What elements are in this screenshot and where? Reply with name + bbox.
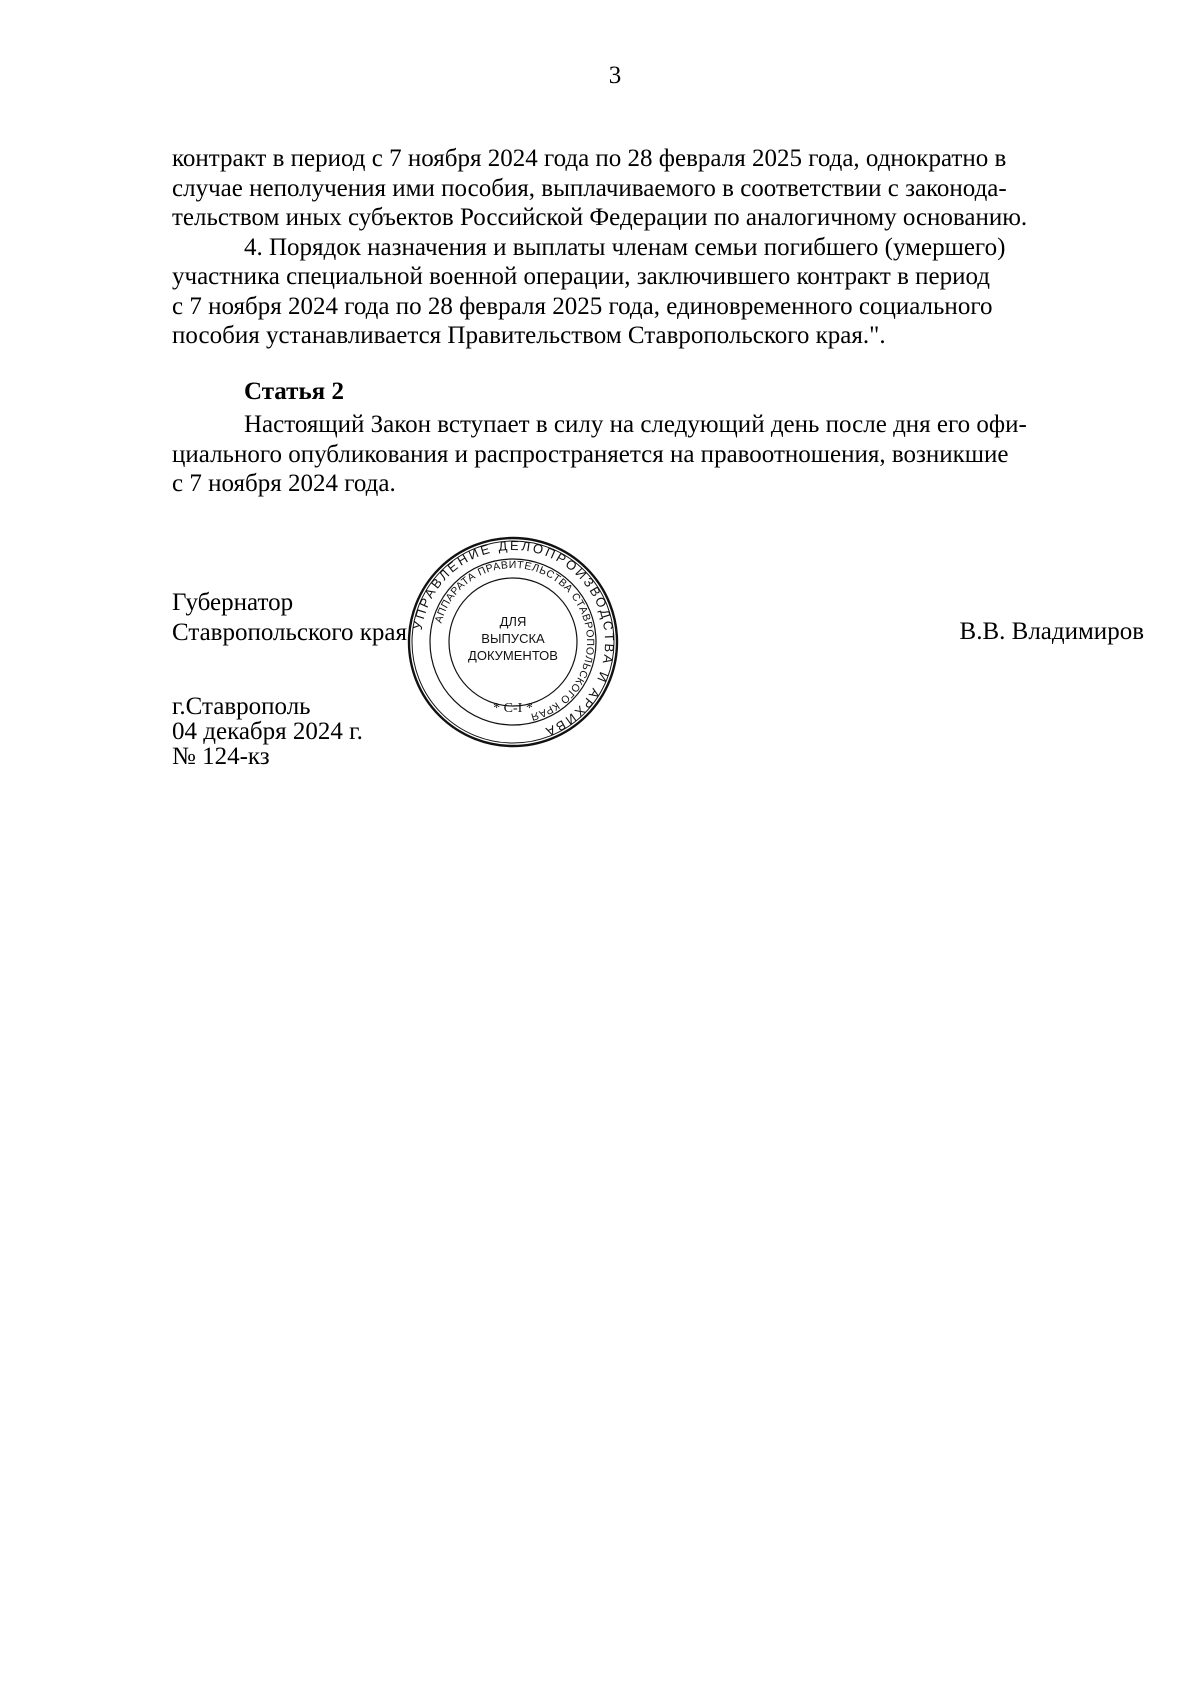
city: г.Ставрополь [172,693,311,720]
signatory-title-line: Ставропольского края [172,619,407,646]
seal-code: * С-I * [493,701,533,716]
official-seal [405,534,621,750]
text-line: случае неполучения ими пособия, выплачиваемого в соответствии с законода- [172,174,1007,202]
article-2-text [172,410,1144,499]
place-date-block [172,694,363,769]
text-line: участника специальной военной операции, заключившего контракт в период [172,263,991,290]
signatory-title [172,588,407,648]
paragraph-item-4 [172,233,1144,351]
text-line: тельством иных субъектов Российской Федерации по аналогичному основанию. [172,204,1028,231]
page-number: 3 [608,62,622,89]
text-line: с 7 ноября 2024 года по 28 февраля 2025 года, единовременного социального [172,292,993,320]
paragraph-continuation [172,144,1144,233]
signatory-title-line: Губернатор [172,589,294,616]
seal-center-text: ДОКУМЕНТОВ [468,648,558,663]
text-line: 4. Порядок назначения и выплаты членам семьи погибшего (умершего) [244,233,1006,261]
law-number: № 124-кз [172,743,270,770]
seal-center-text: ВЫПУСКА [481,631,545,646]
date: 04 декабря 2024 г. [172,718,363,745]
text-line: пособия устанавливается Правительством Ставропольского края.". [172,322,886,349]
law-text [172,144,1144,351]
seal-outer-text: УПРАВЛЕНИЕ ДЕЛОПРОИЗВОДСТВА И АРХИВА [409,537,618,741]
article-2-heading: Статья 2 [244,378,344,405]
text-line: циального опубликования и распространяется на правоотношения, возникшие [172,440,1009,468]
seal-inner-text: АППАРАТА ПРАВИТЕЛЬСТВА СТАВРОПОЛЬСКОГО КРАЯ [432,558,597,723]
seal-center-text: ДЛЯ [499,614,527,629]
text-line: контракт в период с 7 ноября 2024 года по 28 февраля 2025 года, однократно в [172,145,1007,172]
text-line: с 7 ноября 2024 года. [172,470,396,497]
signatory-name: В.В. Владимиров [959,618,1144,645]
text-line: Настоящий Закон вступает в силу на следующий день после дня его офи- [244,411,1027,438]
